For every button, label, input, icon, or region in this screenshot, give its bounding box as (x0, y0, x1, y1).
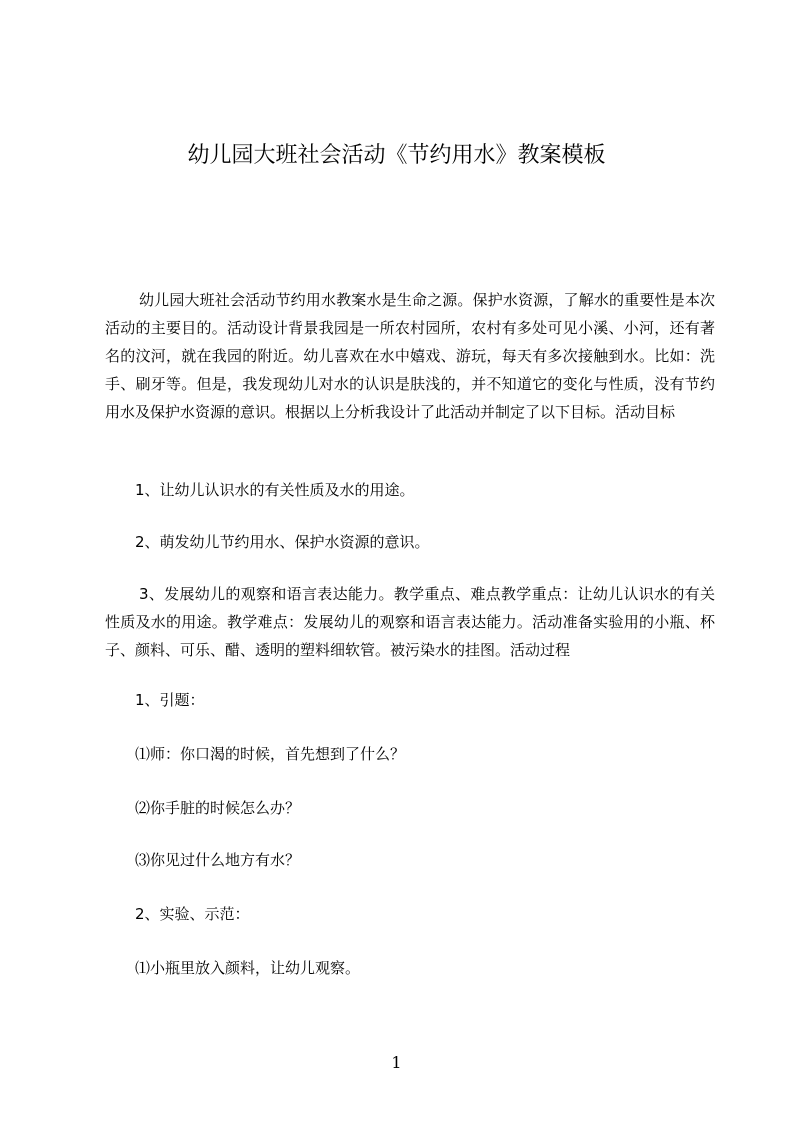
question-2: ⑵你手脏的时候怎么办？ (135, 799, 301, 817)
goal-item-3-paragraph: 3、发展幼儿的观察和语言表达能力。教学重点、难点教学重点：让幼儿认识水的有关性质及水的用途。教学难点：发展幼儿的观察和语言表达能力。活动准备实验用的小瓶、杯子、颜料、可乐、醋、透明的塑料细软管。被污染水的挂图。活动过程 (105, 585, 715, 659)
goal-item-1: 1、让幼儿认识水的有关性质及水的用途。 (135, 481, 415, 499)
question-3: ⑶你见过什么地方有水？ (135, 851, 301, 869)
step-2-heading: 2、实验、示范： (135, 905, 250, 923)
intro-paragraph: 幼儿园大班社会活动节约用水教案水是生命之源。保护水资源，了解水的重要性是本次活动的主要目的。活动设计背景我园是一所农村园所，农村有多处可见小溪、小河，还有著名的汶河，就在我园的附近。幼儿喜欢在水中嬉戏、游玩，每天有多次接触到水。比如：洗手、刷牙等。但是，我发现幼儿对水的认识是肤浅的，并不知道它的变化与性质，没有节约用水及保护水资源的意识。根据以上分析我设计了此活动并制定了以下目标。活动目标 (105, 291, 715, 421)
document-title: 幼儿园大班社会活动《节约用水》教案模板 (187, 143, 606, 168)
question-1: ⑴师：你口渴的时候，首先想到了什么？ (135, 745, 406, 763)
demo-item-1: ⑴小瓶里放入颜料，让幼儿观察。 (135, 959, 361, 977)
goal-item-2: 2、萌发幼儿节约用水、保护水资源的意识。 (135, 533, 430, 551)
page-number: 1 (391, 1053, 402, 1072)
step-1-heading: 1、引题： (135, 691, 205, 709)
